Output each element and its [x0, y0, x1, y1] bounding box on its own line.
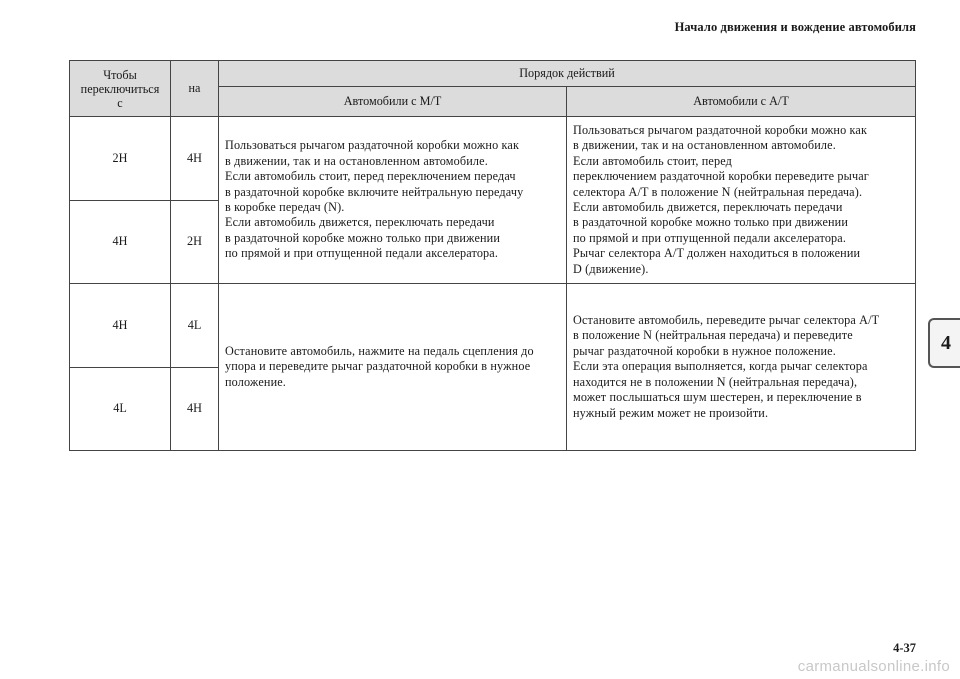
text-line: Если автомобиль стоит, перед переключением передач: [225, 169, 516, 184]
from-mode: 4L: [70, 368, 171, 451]
transfer-shift-table: [69, 60, 916, 451]
to-mode: 4H: [171, 368, 219, 451]
watermark: carmanualsonline.info: [797, 658, 950, 675]
text-line: Если эта операция выполняется, когда рычаг селектора: [573, 359, 868, 374]
at-procedure-1: [567, 117, 916, 284]
text-line: в движении, так и на остановленном автомобиле.: [573, 138, 836, 153]
text-line: Остановите автомобиль, нажмите на педаль сцепления до: [225, 343, 534, 358]
to-mode: 2H: [171, 201, 219, 284]
text-line: переключением раздаточной коробки переведите рычаг: [573, 169, 869, 184]
text-line: по прямой и при отпущенной педали акселератора.: [573, 230, 847, 245]
text-line: в положение N (нейтральная передача) и переведите: [573, 328, 853, 343]
header-to: на: [171, 61, 219, 117]
page-number: 4-37: [893, 641, 916, 655]
from-mode: 4H: [70, 284, 171, 368]
table-row: [70, 117, 916, 201]
at-procedure-2: [567, 284, 916, 451]
from-mode: 4H: [70, 201, 171, 284]
from-mode: 2H: [70, 117, 171, 201]
header-at: Автомобили с A/T: [567, 87, 916, 117]
text-line: Пользоваться рычагом раздаточной коробки можно как: [225, 138, 520, 153]
running-header: Начало движения и вождение автомобиля: [674, 20, 916, 34]
text-line: по прямой и при отпущенной педали акселератора.: [225, 246, 499, 261]
text-line: в раздаточной коробке включите нейтральную передачу: [225, 184, 524, 199]
to-mode: 4H: [171, 117, 219, 201]
mt-procedure-2: [219, 284, 567, 451]
header-from-line: с: [117, 95, 123, 110]
text-line: находится не в положении N (нейтральная передача),: [573, 374, 858, 389]
text-line: может послышаться шум шестерен, и переключение в: [573, 390, 862, 405]
chapter-tab: 4: [928, 318, 960, 368]
text-line: в коробке передач (N).: [225, 200, 345, 214]
text-line: Рычаг селектора A/T должен находиться в положении: [573, 246, 861, 261]
header-from-line: переключиться: [80, 81, 160, 96]
text-line: D (движение).: [573, 261, 649, 276]
text-line: Если автомобиль движется, переключать передачи: [225, 215, 495, 230]
text-line: нужный режим может не произойти.: [573, 405, 769, 420]
to-mode: 4L: [171, 284, 219, 368]
text-line: селектора A/T в положение N (нейтральная передача).: [573, 184, 863, 199]
mt-procedure-1: [219, 117, 567, 284]
text-line: упора и переведите рычаг раздаточной коробки в нужное: [225, 359, 531, 374]
text-line: в движении, так и на остановленном автомобиле.: [225, 153, 488, 168]
text-line: Пользоваться рычагом раздаточной коробки можно как: [573, 122, 868, 137]
text-line: в раздаточной коробке можно только при движении: [225, 230, 501, 245]
text-line: Если автомобиль стоит, перед: [573, 153, 732, 168]
table-row: [70, 284, 916, 368]
header-mt: Автомобили с M/T: [219, 87, 567, 117]
text-line: рычаг раздаточной коробки в нужное положение.: [573, 343, 836, 358]
header-from-line: Чтобы: [103, 67, 137, 82]
header-from: [70, 61, 171, 117]
text-line: Остановите автомобиль, переведите рычаг селектора A/T: [573, 313, 880, 328]
text-line: Если автомобиль движется, переключать передачи: [573, 200, 843, 214]
text-line: положение.: [225, 374, 286, 389]
header-procedure: Порядок действий: [219, 61, 916, 87]
text-line: в раздаточной коробке можно только при движении: [573, 215, 849, 230]
